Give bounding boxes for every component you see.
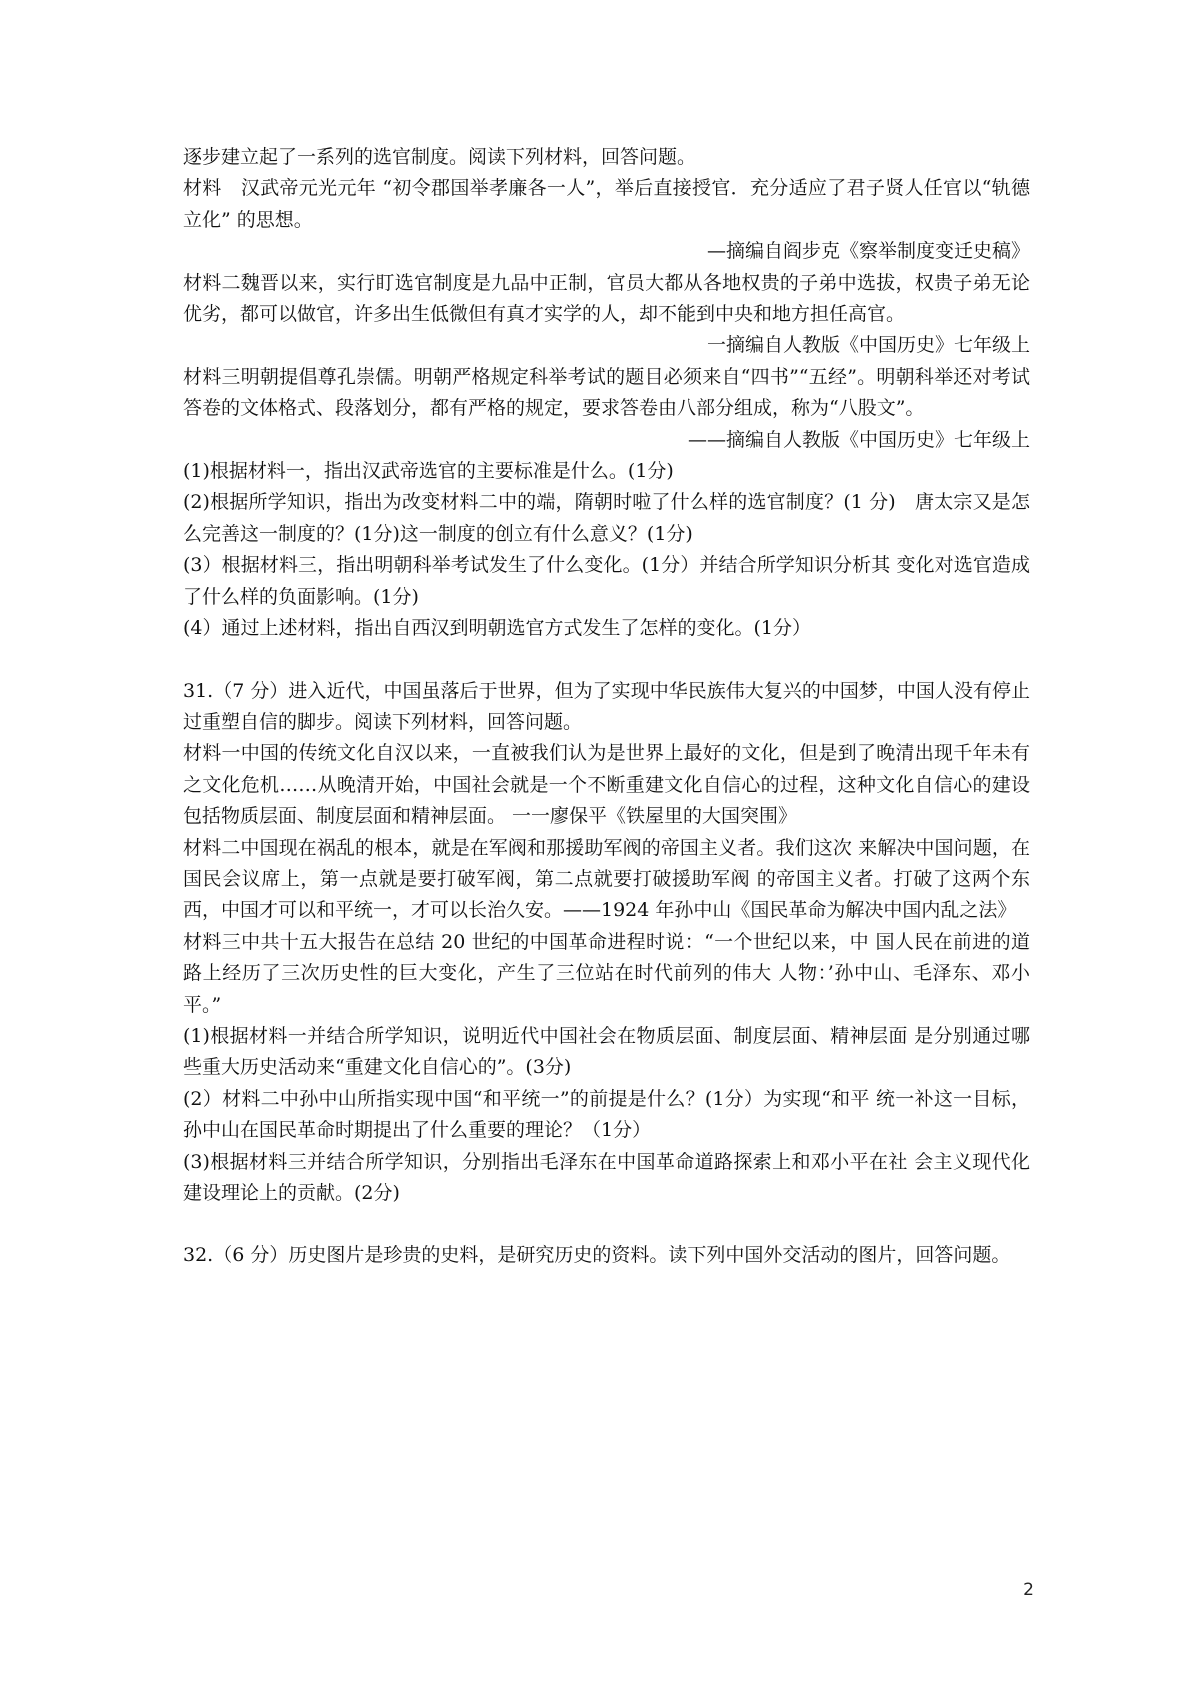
q30-subquestion-1: (1)根据材料一，指出汉武帝选官的主要标准是什么。(1分) bbox=[183, 460, 674, 483]
q30-subquestion-4: (4）通过上述材料，指出自西汉到明朝选官方式发生了怎样的变化。(1分） bbox=[183, 617, 812, 640]
page-content bbox=[183, 142, 1030, 1272]
q31-material-3: 材料三中共十五大报告在总结 20 世纪的中国革命进程时说：“一个世纪以来，中 国人民在前进的道路上经历了三次历史性的巨大变化，产生了三位站在时代前列的伟大 人物：’孙中山、毛泽东、邓小平。” bbox=[183, 930, 1030, 1016]
q30-intro: 逐步建立起了一系列的选官制度。阅读下列材料，回答问题。 bbox=[183, 146, 697, 168]
q30-material-3: 材料三明朝提倡尊孔崇儒。明朝严格规定科举考试的题目必须来自“四书”“五经”。明朝科举还对考试答卷的文体格式、段落划分，都有严格的规定，要求答卷由八部分组成，称为“八股文”。 bbox=[183, 365, 1030, 420]
q30-subquestion-2: (2)根据所学知识，指出为改变材料二中的端，隋朝时啦了什么样的选官制度？(1 分) 唐太宗又是怎么完善这一制度的？(1分)这一制度的创立有什么意义？(1分) bbox=[183, 491, 1030, 545]
q30-material-2-source: 一摘编自人教版《中国历史》七年级上 bbox=[706, 334, 1030, 357]
q31-subquestion-1: (1)根据材料一并结合所学知识，说明近代中国社会在物质层面、制度层面、精神层面 是分别通过哪些重大历史活动来“重建文化自信心的”。(3分) bbox=[183, 1024, 1030, 1079]
q30-material-2: 材料二魏晋以来，实行盯选官制度是九品中正制，官员大都从各地权贵的子弟中选拔，权贵子弟无论优劣，都可以做官，许多出生低微但有真才实学的人，却不能到中央和地方担任高官。 bbox=[183, 271, 1030, 326]
q30-subquestion-3: (3）根据材料三，指出明朝科举考试发生了什么变化。(1分）并结合所学知识分析其 变化对选官造成了什么样的负面影响。(1分) bbox=[183, 554, 1030, 608]
q30-material-1-source: —摘编自阎步克《察举制度变迁史稿》 bbox=[706, 240, 1030, 263]
section-spacer bbox=[183, 645, 1030, 676]
q31-intro: 31.（7 分）进入近代，中国虽落后于世界，但为了实现中华民族伟大复兴的中国梦，中国人没有停止过重塑自信的脚步。阅读下列材料，回答问题。 bbox=[183, 679, 1030, 733]
q31-material-1: 材料一中国的传统文化自汉以来，一直被我们认为是世界上最好的文化，但是到了晚清出现千年未有之文化危机……从晚清开始，中国社会就是一个不断重建文化自信心的过程，这种文化自信心的建设包括物质层面、制度层面和精神层面。 一一廖保平《铁屋里的大国突围》 bbox=[183, 742, 1030, 828]
page-number: 2 bbox=[1023, 1580, 1034, 1600]
q31-subquestion-3: (3)根据材料三并结合所学知识，分别指出毛泽东在中国革命道路探索上和邓小平在社 会主义现代化建设理论上的贡献。(2分) bbox=[183, 1150, 1030, 1204]
q32-intro: 32.（6 分）历史图片是珍贵的史料，是研究历史的资料。读下列中国外交活动的图片，回答问题。 bbox=[183, 1244, 1011, 1267]
q31-subquestion-2: (2）材料二中孙中山所指实现中国“和平统一”的前提是什么？(1分）为实现“和平 统一补这一目标，孙中山在国民革命时期提出了什么重要的理论？（1分） bbox=[183, 1087, 1030, 1142]
q30-material-3-source: ——摘编自人教版《中国历史》七年级上 bbox=[687, 428, 1030, 451]
section-spacer bbox=[183, 1209, 1030, 1240]
q30-material-1: 材料 汉武帝元光元年 “初令郡国举孝廉各一人”，举后直接授官．充分适应了君子贤人任官以“轨德立化” 的思想。 bbox=[183, 177, 1030, 231]
q31-material-2: 材料二中国现在祸乱的根本，就是在军阀和那援助军阀的帝国主义者。我们这次 来解决中国问题，在国民会议席上，第一点就是要打破军阀，第二点就要打破援助军阀 的帝国主义者。打破了这两个东西，中国才可以和平统一，才可以长治久安。——1924 年孙中山《国民革命为解决中国内乱之法》 bbox=[183, 836, 1030, 922]
